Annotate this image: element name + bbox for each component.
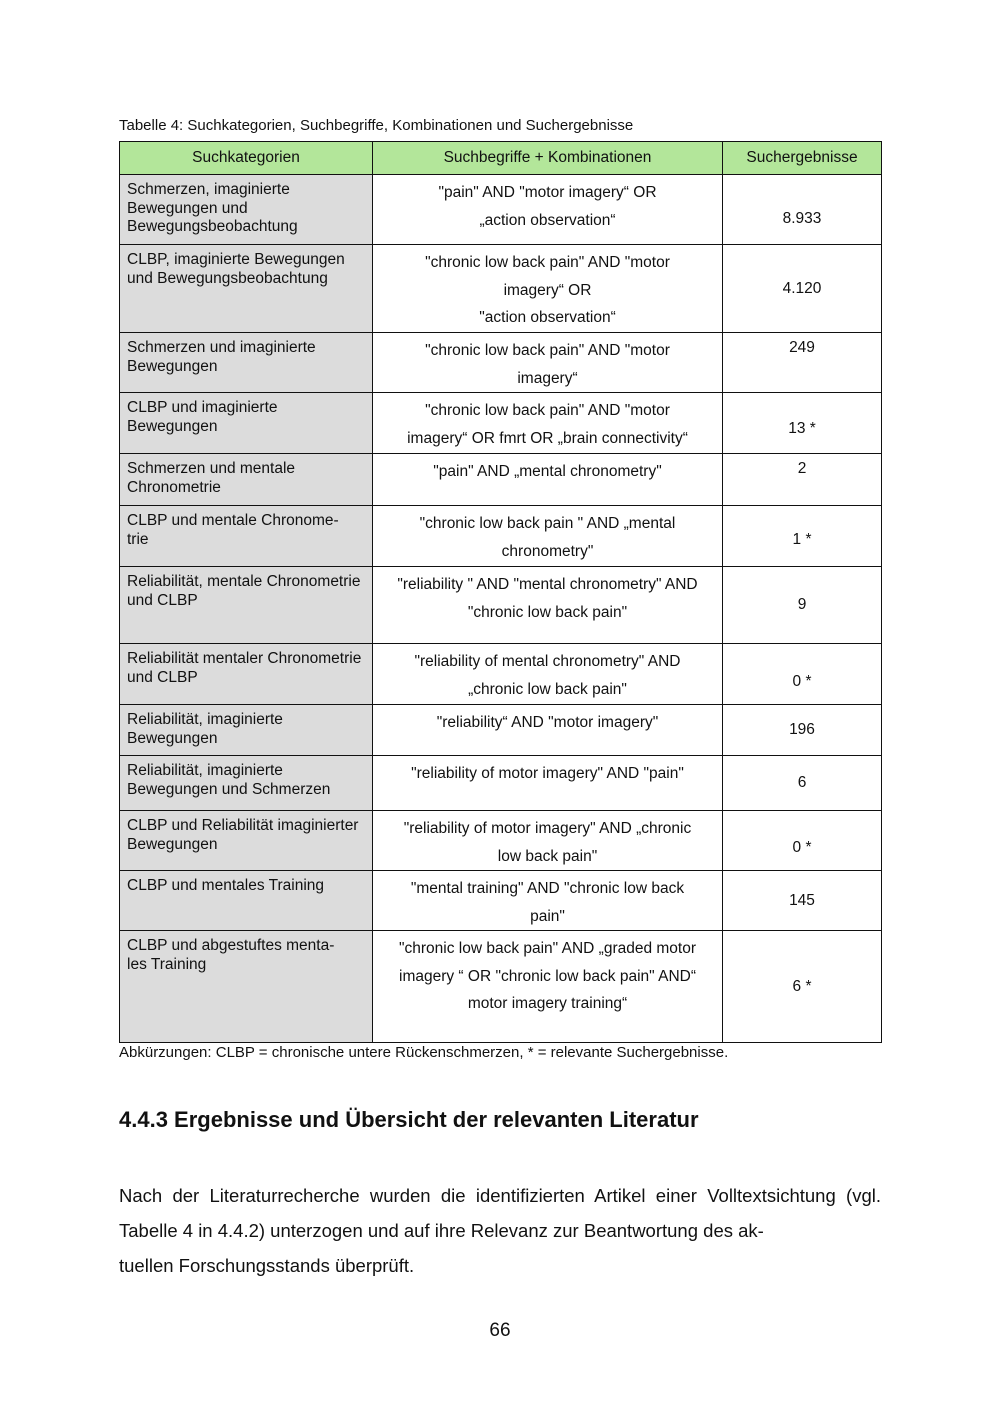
results-cell: 8.933 bbox=[723, 175, 882, 245]
terms-cell: "pain" AND "motor imagery“ OR „action observation“ bbox=[373, 175, 723, 245]
table-row bbox=[120, 393, 882, 454]
results-cell: 196 bbox=[723, 705, 882, 756]
terms-cell: "chronic low back pain" AND „graded motor imagery “ OR "chronic low back pain" AND“ motor imagery training“ bbox=[373, 931, 723, 1043]
terms-cell: "reliability of motor imagery" AND "pain" bbox=[373, 756, 723, 811]
category-cell: CLBP und Reliabilität imaginierter Bewegungen bbox=[120, 811, 373, 871]
results-cell: 1 * bbox=[723, 506, 882, 567]
table-row bbox=[120, 454, 882, 506]
table-row bbox=[120, 871, 882, 931]
terms-cell: "chronic low back pain" AND "motor imagery“ OR fmrt OR „brain connectivity“ bbox=[373, 393, 723, 454]
terms-cell: "reliability of mental chronometry" AND „chronic low back pain" bbox=[373, 644, 723, 705]
results-cell: 249 bbox=[723, 333, 882, 393]
table-row bbox=[120, 811, 882, 871]
terms-cell: "pain" AND „mental chronometry" bbox=[373, 454, 723, 506]
category-cell: CLBP und mentales Training bbox=[120, 871, 373, 931]
results-cell: 145 bbox=[723, 871, 882, 931]
terms-cell: "reliability of motor imagery" AND „chronic low back pain" bbox=[373, 811, 723, 871]
category-cell: CLBP, imaginierte Bewegungen und Bewegungsbeobachtung bbox=[120, 245, 373, 333]
page-number: 66 bbox=[489, 1320, 511, 1341]
table-row bbox=[120, 175, 882, 245]
results-cell: 9 bbox=[723, 567, 882, 644]
table-row bbox=[120, 506, 882, 567]
category-cell: Schmerzen und mentale Chronometrie bbox=[120, 454, 373, 506]
table-row bbox=[120, 333, 882, 393]
category-cell: Reliabilität, imaginierte Bewegungen bbox=[120, 705, 373, 756]
category-cell: Reliabilität, imaginierte Bewegungen und Schmerzen bbox=[120, 756, 373, 811]
header-terms: Suchbegriffe + Kombinationen bbox=[373, 142, 723, 175]
category-cell: CLBP und mentale Chronome- trie bbox=[120, 506, 373, 567]
section-heading: 4.4.3 Ergebnisse und Übersicht der relevanten Literatur bbox=[119, 1107, 699, 1132]
table-row bbox=[120, 931, 882, 1043]
terms-cell: "chronic low back pain" AND "motor imagery“ bbox=[373, 333, 723, 393]
table-row bbox=[120, 567, 882, 644]
category-cell: Schmerzen, imaginierte Bewegungen und Bewegungsbeobachtung bbox=[120, 175, 373, 245]
results-cell: 6 * bbox=[723, 931, 882, 1043]
terms-cell: "chronic low back pain" AND "motor imagery“ OR "action observation“ bbox=[373, 245, 723, 333]
header-results: Suchergebnisse bbox=[723, 142, 882, 175]
results-cell: 4.120 bbox=[723, 245, 882, 333]
results-cell: 0 * bbox=[723, 811, 882, 871]
category-cell: Schmerzen und imaginierte Bewegungen bbox=[120, 333, 373, 393]
results-cell: 2 bbox=[723, 454, 882, 506]
category-cell: Reliabilität, mentale Chronometrie und CLBP bbox=[120, 567, 373, 644]
terms-cell: "chronic low back pain " AND „mental chronometry" bbox=[373, 506, 723, 567]
search-results-table bbox=[119, 141, 882, 1043]
category-cell: CLBP und imaginierte Bewegungen bbox=[120, 393, 373, 454]
table-caption: Tabelle 4: Suchkategorien, Suchbegriffe, Kombinationen und Suchergebnisse bbox=[119, 117, 634, 134]
terms-cell: "reliability " AND "mental chronometry" AND "chronic low back pain" bbox=[373, 567, 723, 644]
table-row bbox=[120, 705, 882, 756]
results-cell: 0 * bbox=[723, 644, 882, 705]
results-cell: 13 * bbox=[723, 393, 882, 454]
table-header-row bbox=[120, 142, 882, 175]
table-footnote: Abkürzungen: CLBP = chronische untere Rückenschmerzen, * = relevante Suchergebnisse. bbox=[119, 1044, 729, 1061]
header-category: Suchkategorien bbox=[120, 142, 373, 175]
body-paragraph: Nach der Literaturrecherche wurden die identifizierten Artikel einer Volltextsichtung (vgl. Tabelle 4 in 4.4.2) unterzogen und auf ihre Relevanz zur Beantwortung des ak- tuellen Forschungsstands überprüft. bbox=[119, 1185, 881, 1276]
table-row bbox=[120, 245, 882, 333]
category-cell: Reliabilität mentaler Chronometrie und CLBP bbox=[120, 644, 373, 705]
terms-cell: "mental training" AND "chronic low back pain" bbox=[373, 871, 723, 931]
table-row bbox=[120, 756, 882, 811]
results-cell: 6 bbox=[723, 756, 882, 811]
category-cell: CLBP und abgestuftes menta- les Training bbox=[120, 931, 373, 1043]
table-row bbox=[120, 644, 882, 705]
terms-cell: "reliability“ AND "motor imagery" bbox=[373, 705, 723, 756]
